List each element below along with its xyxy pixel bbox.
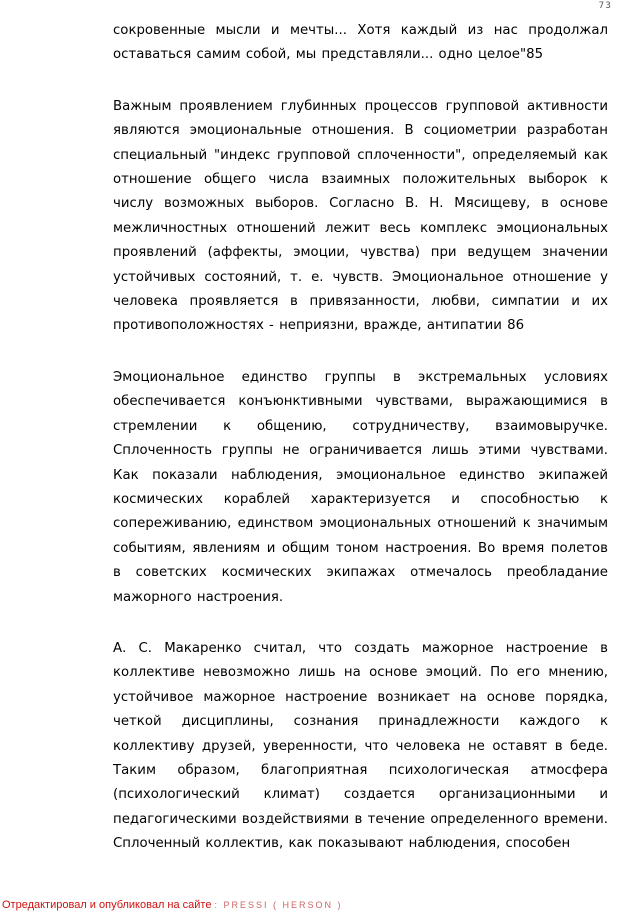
footer-site-link[interactable]: : PRESSI ( HERSON ) [214,900,343,910]
paragraph-1: сокровенные мысли и мечты... Хотя каждый из нас продолжал оставаться самим собой, мы представляли... одно целое"85 [113,23,608,63]
page-number: 73 [598,1,612,11]
footer-credit [2,899,343,911]
footer-text: Отредактировал и опубликовал на сайте [2,899,212,911]
paragraph-4: А. С. Макаренко считал, что создать мажорное настроение в коллективе невозможно лишь на основе эмоций. По его мнению, устойчивое мажорное настроение возникает на основе порядка, четкой дисциплины, сознания принадлежности каждого к коллективу друзей, уверенности, что человека не оставят в беде. Таким образом, благоприятная психологическая атмосфера (психологический климат) создается организационными и педагогическими воздействиями в течение определенного времени. Сплоченный коллектив, как показывают наблюдения, способен [113,640,608,852]
paragraph-2: Важным проявлением глубинных процессов групповой активности являются эмоциональные отношения. В социометрии разработан специальный "индекс групповой сплоченности", определяемый как отношение общего числа взаимных положительных выборок к числу возможных выборов. Согласно В. Н. Мясищеву, в основе межличностных отношений лежит весь комплекс эмоциональных проявлений (аффекты, эмоции, чувства) при ведущем значении устойчивых состояний, т. е. чувств. Эмоциональное отношение у человека проявляется в привязанности, любви, симпатии и их противоположностях - неприязни, вражде, антипатии 86 [113,98,608,334]
paragraph-3: Эмоциональное единство группы в экстремальных условиях обеспечивается конъюнктивными чувствами, выражающимися в стремлении к общению, сотрудничеству, взаимовыручке. Сплоченность группы не ограничивается лишь этими чувствами. Как показали наблюдения, эмоциональное единство экипажей космических кораблей характеризуется и способностью к сопереживанию, единством эмоциональных отношений к значимым событиям, явлениям и общим тоном настроения. Во время полетов в советских космических экипажах отмечалось преобладание мажорного настроения. [113,369,608,605]
document-body [113,19,608,884]
